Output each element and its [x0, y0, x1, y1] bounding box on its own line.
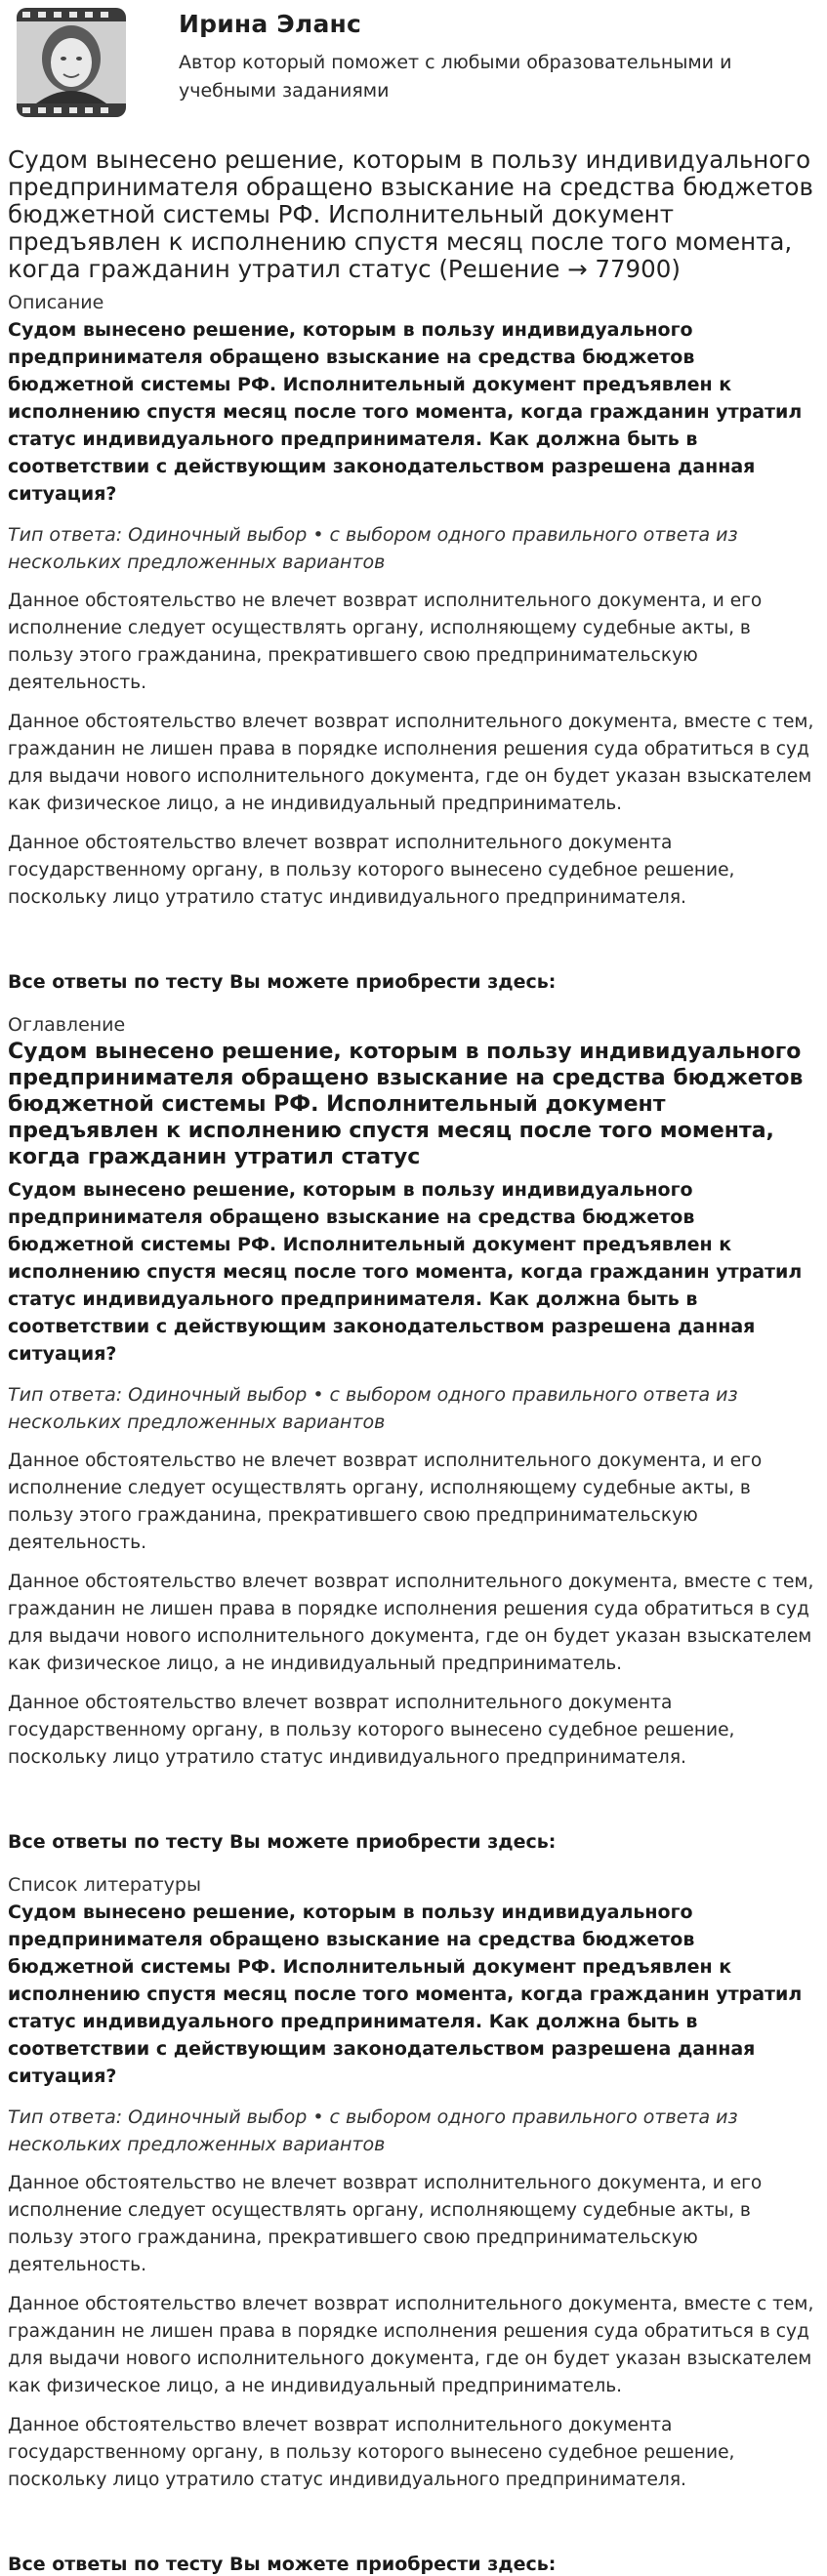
section-label-toc: Оглавление: [8, 1014, 126, 1036]
toc-title: Судом вынесено решение, которым в пользу индивидуального предпринимателя обращено взыскание на средства бюджетов бюджетной системы РФ. Исполнительный документ предъявлен к исполнению спустя месяц после того момента, когда гражданин утратил статус: [8, 1040, 804, 1169]
answer-type: Тип ответа: Одиночный выбор • с выбором одного правильного ответа из нескольких предложенных вариантов: [8, 2106, 738, 2155]
answer-option: Данное обстоятельство не влечет возврат исполнительного документа, и его исполнение следует осуществлять органу, исполняющему судебные акты, в пользу этого гражданина, прекратившего свою предпринимательскую деятельность.: [8, 591, 763, 693]
section-label-literature: Список литературы: [8, 1874, 201, 1896]
answer-type: Тип ответа: Одиночный выбор • с выбором одного правильного ответа из нескольких предложенных вариантов: [8, 1384, 738, 1433]
question-text: Судом вынесено решение, которым в пользу индивидуального предпринимателя обращено взыскание на средства бюджетов бюджетной системы РФ. Исполнительный документ предъявлен к исполнению спустя месяц после того момента, когда гражданин утратил статус индивидуального предпринимателя. Как должна быть в соответствии с действующим законодательством разрешена данная ситуация?: [8, 319, 803, 505]
answer-type: Тип ответа: Одиночный выбор • с выбором одного правильного ответа из нескольких предложенных вариантов: [8, 524, 738, 573]
answer-option: Данное обстоятельство влечет возврат исполнительного документа государственному органу, в пользу которого вынесено судебное решение, поскольку лицо утратило статус индивидуального предпринимателя.: [8, 1693, 735, 1768]
answer-option: Данное обстоятельство влечет возврат исполнительного документа, вместе с тем, гражданин не лишен права в порядке исполнения решения суда обратиться в суд для выдачи нового исполнительного документа, где он будет указан взыскателем как физическое лицо, а не индивидуальный предприниматель.: [8, 712, 814, 814]
purchase-link[interactable]: Все ответы по тесту Вы можете приобрести здесь:: [8, 2554, 557, 2575]
section-label-description: Описание: [8, 292, 104, 313]
person-photo-icon: [17, 8, 126, 117]
author-description: Автор который поможет с любыми образовательными и учебными заданиями: [179, 52, 732, 102]
answer-option: Данное обстоятельство влечет возврат исполнительного документа государственному органу, в пользу которого вынесено судебное решение, поскольку лицо утратило статус индивидуального предпринимателя.: [8, 2415, 735, 2490]
answer-option: Данное обстоятельство влечет возврат исполнительного документа, вместе с тем, гражданин не лишен права в порядке исполнения решения суда обратиться в суд для выдачи нового исполнительного документа, где он будет указан взыскателем как физическое лицо, а не индивидуальный предприниматель.: [8, 1572, 814, 1674]
question-text: Судом вынесено решение, которым в пользу индивидуального предпринимателя обращено взыскание на средства бюджетов бюджетной системы РФ. Исполнительный документ предъявлен к исполнению спустя месяц после того момента, когда гражданин утратил статус индивидуального предпринимателя. Как должна быть в соответствии с действующим законодательством разрешена данная ситуация?: [8, 1901, 803, 2087]
page-title: Судом вынесено решение, которым в пользу индивидуального предпринимателя обращено взыскание на средства бюджетов бюджетной системы РФ. Исполнительный документ предъявлен к исполнению спустя месяц после того момента, когда гражданин утратил статус (Решение → 77900): [8, 145, 813, 283]
author-avatar[interactable]: [17, 8, 126, 117]
answer-option: Данное обстоятельство влечет возврат исполнительного документа государственному органу, в пользу которого вынесено судебное решение, поскольку лицо утратило статус индивидуального предпринимателя.: [8, 833, 735, 908]
purchase-link[interactable]: Все ответы по тесту Вы можете приобрести здесь:: [8, 971, 557, 993]
purchase-link[interactable]: Все ответы по тесту Вы можете приобрести здесь:: [8, 1831, 557, 1853]
author-card: [8, 0, 819, 137]
author-name[interactable]: Ирина Эланс: [179, 10, 362, 38]
answer-option: Данное обстоятельство не влечет возврат исполнительного документа, и его исполнение следует осуществлять органу, исполняющему судебные акты, в пользу этого гражданина, прекратившего свою предпринимательскую деятельность.: [8, 2173, 763, 2275]
question-text: Судом вынесено решение, которым в пользу индивидуального предпринимателя обращено взыскание на средства бюджетов бюджетной системы РФ. Исполнительный документ предъявлен к исполнению спустя месяц после того момента, когда гражданин утратил статус индивидуального предпринимателя. Как должна быть в соответствии с действующим законодательством разрешена данная ситуация?: [8, 1179, 803, 1365]
answer-option: Данное обстоятельство влечет возврат исполнительного документа, вместе с тем, гражданин не лишен права в порядке исполнения решения суда обратиться в суд для выдачи нового исполнительного документа, где он будет указан взыскателем как физическое лицо, а не индивидуальный предприниматель.: [8, 2294, 814, 2396]
answer-option: Данное обстоятельство не влечет возврат исполнительного документа, и его исполнение следует осуществлять органу, исполняющему судебные акты, в пользу этого гражданина, прекратившего свою предпринимательскую деятельность.: [8, 1451, 763, 1553]
